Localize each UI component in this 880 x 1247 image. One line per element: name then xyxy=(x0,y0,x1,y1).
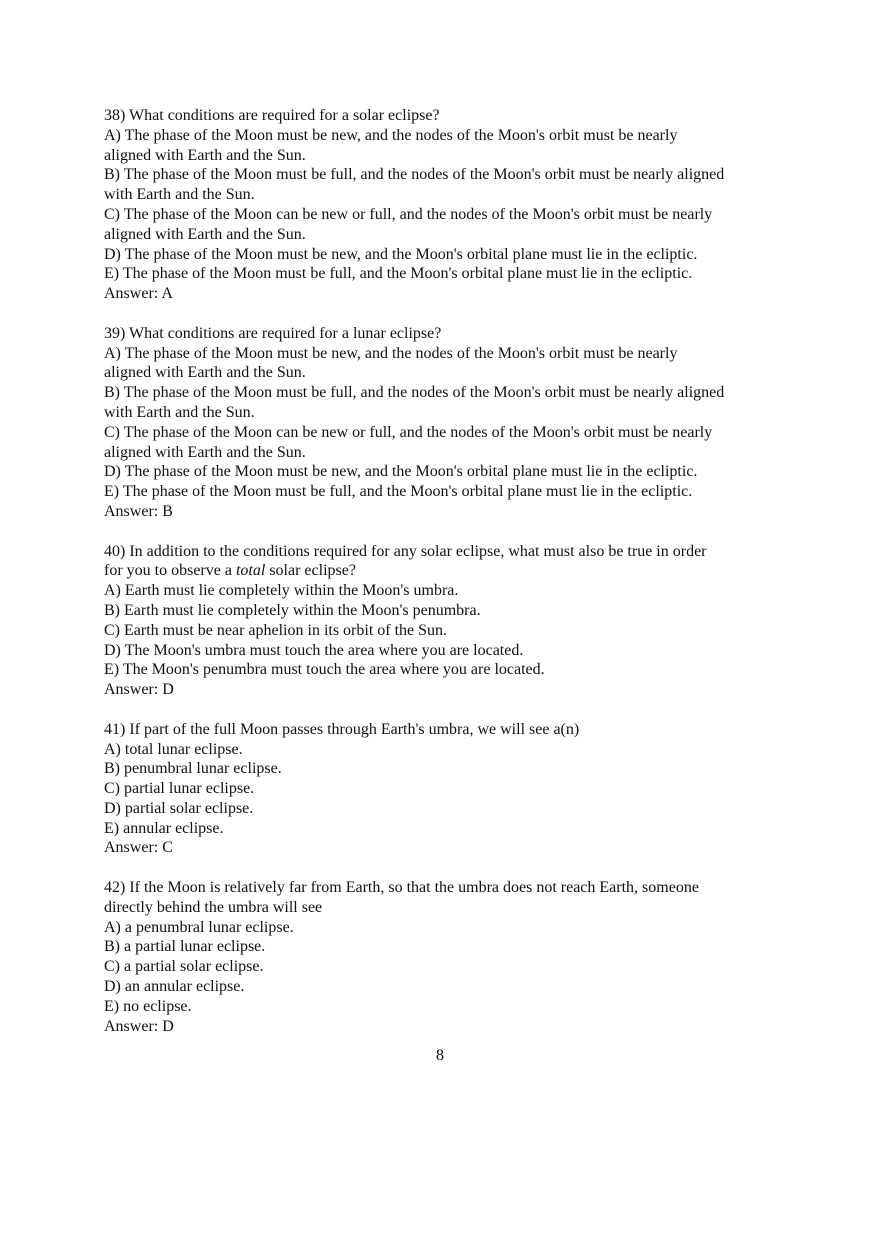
option-b: B) The phase of the Moon must be full, and the nodes of the Moon's orbit must be nearly aligned xyxy=(104,384,725,402)
option-c: C) The phase of the Moon can be new or full, and the nodes of the Moon's orbit must be nearly xyxy=(104,205,713,223)
answer: Answer: B xyxy=(104,502,173,520)
option-b-cont: with Earth and the Sun. xyxy=(104,403,255,421)
option-d: D) The phase of the Moon must be new, and the Moon's orbital plane must lie in the ecliptic. xyxy=(104,245,698,263)
option-e: E) no eclipse. xyxy=(104,997,192,1015)
option-b-cont: with Earth and the Sun. xyxy=(104,186,255,204)
option-d: D) The Moon's umbra must touch the area where you are located. xyxy=(104,641,524,659)
option-b: B) Earth must lie completely within the Moon's penumbra. xyxy=(104,601,481,619)
answer: Answer: A xyxy=(104,285,173,303)
option-e: E) The Moon's penumbra must touch the area where you are located. xyxy=(104,661,545,679)
question-stem: 38) What conditions are required for a solar eclipse? xyxy=(104,107,440,124)
option-d: D) The phase of the Moon must be new, and the Moon's orbital plane must lie in the ecliptic. xyxy=(104,463,698,481)
option-c-cont: aligned with Earth and the Sun. xyxy=(104,225,306,243)
option-a: A) total lunar eclipse. xyxy=(104,740,243,758)
option-c-cont: aligned with Earth and the Sun. xyxy=(104,443,306,461)
question-stem-cont: directly behind the umbra will see xyxy=(104,898,323,916)
option-d: D) partial solar eclipse. xyxy=(104,799,254,817)
answer: Answer: C xyxy=(104,839,173,857)
question-39 xyxy=(104,324,794,522)
answer: Answer: D xyxy=(104,681,174,699)
question-stem-cont xyxy=(104,561,794,581)
option-c: C) Earth must be near aphelion in its orbit of the Sun. xyxy=(104,621,448,639)
option-a-cont: aligned with Earth and the Sun. xyxy=(104,364,306,382)
option-c: C) The phase of the Moon can be new or full, and the nodes of the Moon's orbit must be nearly xyxy=(104,423,713,441)
document-page xyxy=(104,106,794,1056)
option-e: E) The phase of the Moon must be full, and the Moon's orbital plane must lie in the ecliptic. xyxy=(104,265,693,283)
option-b: B) a partial lunar eclipse. xyxy=(104,938,266,956)
stem-text-after: solar eclipse? xyxy=(265,562,356,580)
option-c: C) a partial solar eclipse. xyxy=(104,958,264,976)
option-a: A) The phase of the Moon must be new, and the nodes of the Moon's orbit must be nearly xyxy=(104,126,678,144)
question-40 xyxy=(104,542,794,700)
stem-text-before: for you to observe a xyxy=(104,562,236,580)
option-e: E) The phase of the Moon must be full, and the Moon's orbital plane must lie in the ecliptic. xyxy=(104,483,693,501)
option-a-cont: aligned with Earth and the Sun. xyxy=(104,146,306,164)
emphasis-total: total xyxy=(235,562,266,580)
page-number: 8 xyxy=(436,1047,444,1064)
option-c: C) partial lunar eclipse. xyxy=(104,780,255,798)
question-stem: 39) What conditions are required for a lunar eclipse? xyxy=(104,324,442,342)
option-a: A) Earth must lie completely within the Moon's umbra. xyxy=(104,582,459,600)
question-42 xyxy=(104,878,794,1036)
question-41 xyxy=(104,720,794,859)
answer: Answer: D xyxy=(104,1017,174,1035)
option-d: D) an annular eclipse. xyxy=(104,978,245,996)
option-b: B) penumbral lunar eclipse. xyxy=(104,760,282,778)
option-a: A) a penumbral lunar eclipse. xyxy=(104,918,294,936)
option-b: B) The phase of the Moon must be full, and the nodes of the Moon's orbit must be nearly aligned xyxy=(104,166,725,184)
option-a: A) The phase of the Moon must be new, and the nodes of the Moon's orbit must be nearly xyxy=(104,344,678,362)
question-38 xyxy=(104,106,794,304)
question-stem: 41) If part of the full Moon passes through Earth's umbra, we will see a(n) xyxy=(104,720,580,738)
question-stem: 42) If the Moon is relatively far from Earth, so that the umbra does not reach Earth, someone xyxy=(104,879,699,897)
question-stem: 40) In addition to the conditions required for any solar eclipse, what must also be true in order xyxy=(104,542,707,560)
option-e: E) annular eclipse. xyxy=(104,819,224,837)
